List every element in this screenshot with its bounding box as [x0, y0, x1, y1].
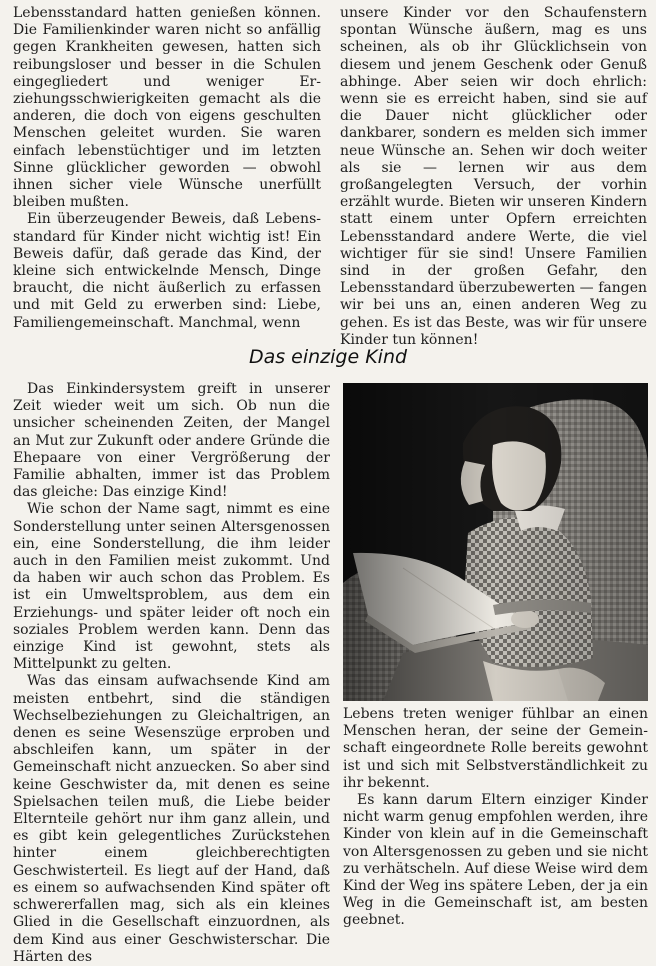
paragraph: Es kann darum Eltern einziger Kinder nicht warm genug empfohlen werden, ihre Kinder von klein auf in die Gemeinschaft von Altersgenossen zu geben und sie nicht zu verhätscheln. Auf diese Weise wird dem Kind der Weg ins spätere Leben, der ja ein Weg in die Gemeinschaft ist, am besten geebnet. — [343, 792, 648, 929]
paragraph: Wie schon der Name sagt, nimmt es eine Sonderstellung unter seinen Altersgenossen ein, eine Sonderstellung, die ihm leider auch in den Familien meist zukommt. Und da haben wir auch schon das Problem. Es ist ein Umweltsproblem, aus dem ein Erziehungs- und später leider oft noch ein soziales Problem werden kann. Denn das einzige Kind ist gewohnt, stets als Mittelpunkt zu gelten. — [13, 501, 330, 673]
text-column-top-left — [13, 5, 321, 332]
paragraph: Ein überzeugender Beweis, daß Lebensstandard für Kinder nicht wichtig ist! Ein Beweis dafür, daß gerade das Kind, der kleine sich entwickelnde Mensch, Dinge braucht, die nicht äußerlich zu erfassen und mit Geld zu erwerben sind: Liebe, Familiengemeinschaft. Manchmal, wenn — [13, 211, 321, 331]
paragraph: Was das einsam aufwachsende Kind am meisten entbehrt, sind die ständigen Wechselbeziehungen zu Gleichaltrigen, an denen es seine Wesenszüge erproben und abschleifen kann, um später in der Gemeinschaft nicht anzuecken. So aber sind keine Geschwister da, mit denen es seine Spielsachen teilen muß, die Liebe beider Elternteile gehört nur ihm ganz allein, und es gibt kein gelegentliches Zurückstehen hinter einem gleichberechtigten Geschwisterteil. Es liegt auf der Hand, daß es einem so aufwachsenden Kind später oft schwererfallen mag, sich als ein kleines Glied in die Gesellschaft einzuordnen, als dem Kind aus einer Geschwisterschar. Die Härten des — [13, 673, 330, 965]
paragraph: Lebens treten weniger fühlbar an einen Menschen heran, der seine der Gemeinschaft eingeordnete Rolle bereits gewohnt ist und sich mit Selbstverständlichkeit zu ihr bekennt. — [343, 706, 648, 791]
paragraph: Das Einkindersystem greift in unserer Zeit wieder weit um sich. Ob nun die unsicher scheinenden Zeiten, der Mangel an Mut zur Zukunft oder andere Gründe die Ehepaare von einer Vergrößerung der Familie abhalten, immer ist das Problem das gleiche: Das einzige Kind! — [13, 381, 330, 501]
paragraph: unsere Kinder vor den Schaufenstern spontan Wünsche äußern, mag es uns scheinen, als ob ihr Glücklichsein von diesem und jenem Geschenk oder Genuß abhinge. Aber seien wir doch ehrlich: wenn sie es erreicht haben, sind sie auf die Dauer nicht glücklicher oder dankbarer, sondern es melden sich immer neue Wünsche an. Sehen wir doch weiter als sie — lernen wir aus dem großangelegten Versuch, der vorhin erzählt wurde. Bieten wir unseren Kindern statt einem unter Opfern erreichten Lebensstandard andere Werte, die viel wichtiger für sie sind! Unsere Familien sind in der großen Gefahr, den Lebensstandard überzubewerten — fangen wir bei uns an, einen anderen Weg zu gehen. Es ist das Beste, was wir für unsere Kinder tun können! — [340, 5, 647, 348]
photo-girl-reading-icon — [343, 383, 648, 701]
text-column-bottom-left — [13, 381, 330, 966]
text-column-top-right — [340, 5, 647, 349]
paragraph: Lebensstandard hatten genießen können. Die Familienkinder waren nicht so anfällig gegen Krankheiten gewesen, hatten sich reibungsloser und besser in die Schulen eingegliedert und weniger Erziehungsschwierigkeiten gemacht als die anderen, die doch von eigens geschulten Menschen geleitet wurden. Sie waren einfach lebenstüchtiger und im letzten Sinne glücklicher geworden — obwohl ihnen sicher viele Wünsche unerfüllt bleiben mußten. — [13, 5, 321, 211]
section-heading: Das einzige Kind — [248, 346, 408, 368]
text-column-bottom-right — [343, 706, 648, 930]
